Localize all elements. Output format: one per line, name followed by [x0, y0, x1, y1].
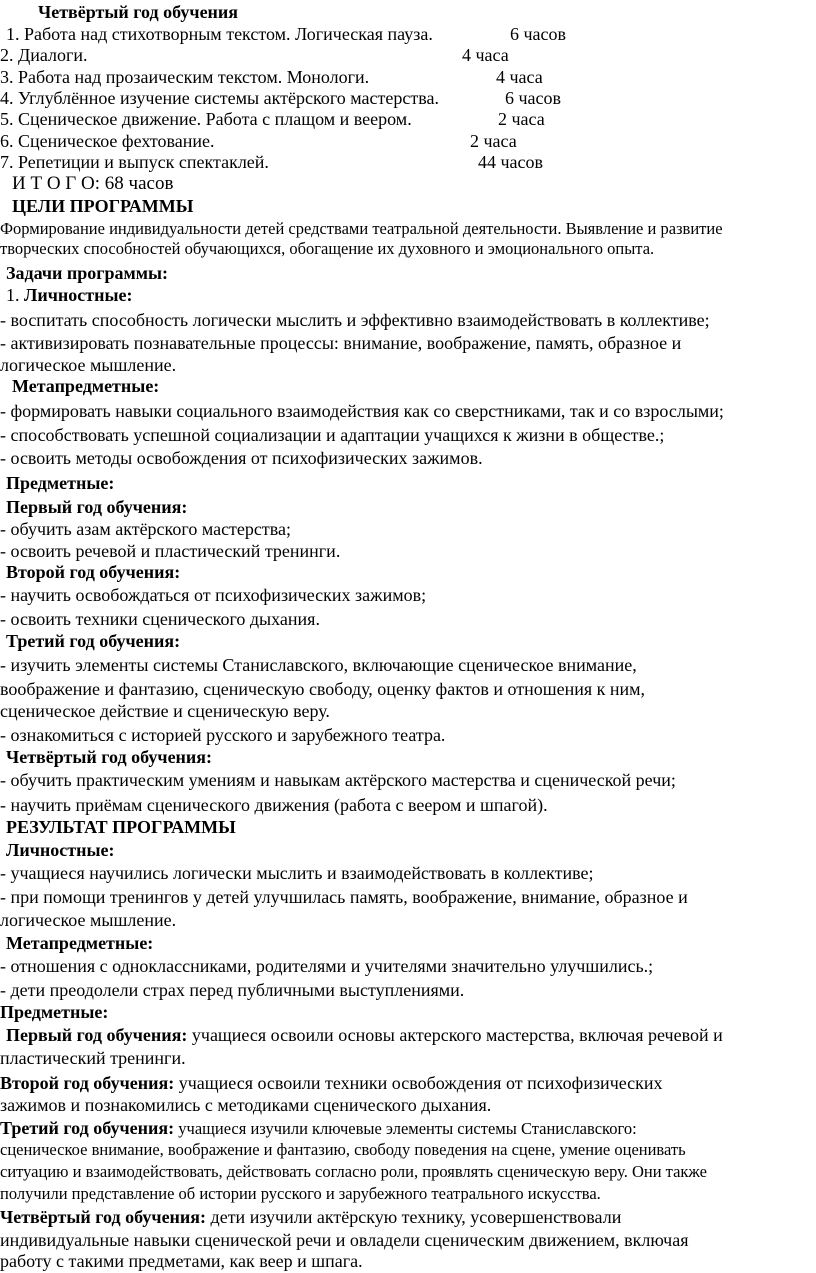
result-line: сценическое внимание, воображение и фантазию, свободу поведения на сцене, умение оценивать [0, 1140, 686, 1159]
task-line: - освоить речевой и пластический тренинги. [0, 541, 341, 561]
task-line: - освоить методы освобождения от психофизических зажимов. [0, 448, 483, 468]
result-line: индивидуальные навыки сценической речи и овладели сценическим движением, включая [0, 1230, 689, 1250]
plan-hours: 2 часа [470, 131, 517, 151]
result-line: пластический тренинги. [0, 1048, 186, 1068]
result-year2 [0, 1073, 663, 1093]
text: учащиеся освоили основы актерского мастерства, включая речевой и [187, 1025, 723, 1045]
task-line: - ознакомиться с историей русского и зарубежного театра. [0, 725, 446, 745]
task-line: - научить приёмам сценического движения (работа с веером и шпагой). [0, 795, 548, 815]
tasks-year2-title: Второй год обучения: [6, 562, 181, 582]
results-subject-title: Предметные: [0, 1002, 109, 1022]
result-line: - при помощи тренингов у детей улучшилась память, воображение, внимание, образное и [0, 887, 688, 907]
task-line: - формировать навыки социального взаимодействия как со сверстниками, так и со взрослыми; [0, 401, 724, 421]
task-line: - изучить элементы системы Станиславского, включающие сценическое внимание, [0, 655, 637, 675]
tasks-meta-title: Метапредметные: [12, 376, 160, 396]
result-line: ситуацию и взаимодействовать, действовать согласно роли, проявлять сценическую веру. Они также [0, 1162, 707, 1181]
plan-item: 4. Углублённое изучение системы актёрского мастерства. [0, 88, 439, 108]
plan-item: 2. Диалоги. [0, 45, 88, 65]
task-line: логическое мышление. [0, 355, 177, 375]
results-title: РЕЗУЛЬТАТ ПРОГРАММЫ [6, 817, 236, 837]
results-meta-title: Метапредметные: [6, 933, 154, 953]
result-year1 [6, 1025, 723, 1045]
heading: Третий год обучения: [0, 1118, 175, 1138]
task-line: - способствовать успешной социализации и адаптации учащихся к жизни в обществе.; [0, 425, 665, 445]
task-line: - обучить практическим умениям и навыкам актёрского мастерства и сценической речи; [0, 770, 676, 790]
plan-item: 5. Сценическое движение. Работа с плащом и веером. [0, 109, 412, 129]
result-line: логическое мышление. [0, 910, 177, 930]
task-line: - обучить азам актёрского мастерства; [0, 519, 292, 539]
plan-item: 6. Сценическое фехтование. [0, 131, 215, 151]
result-line: - отношения с одноклассниками, родителями и учителями значительно улучшились.; [0, 956, 654, 976]
tasks-subject-title: Предметные: [6, 473, 115, 493]
plan-hours: 6 часов [510, 24, 567, 44]
plan-title: Четвёртый год обучения [38, 2, 239, 22]
goals-text: творческих способностей обучающихся, обогащение их духовного и эмоционального опыта. [0, 239, 655, 258]
result-line: зажимов и познакомились с методиками сценического дыхания. [0, 1095, 492, 1115]
result-line: - учащиеся научились логически мыслить и взаимодействовать в коллективе; [0, 863, 594, 883]
plan-hours: 6 часов [505, 88, 562, 108]
text: дети изучили актёрскую технику, усовершенствовали [206, 1207, 622, 1227]
task-line: - воспитать способность логически мыслить и эффективно взаимодействовать в коллективе; [0, 310, 710, 330]
text: учащиеся изучили ключевые элементы системы Станиславского: [174, 1119, 637, 1138]
result-line: - дети преодолели страх перед публичными выступлениями. [0, 980, 465, 1000]
result-line: получили представление об истории русского и зарубежного театрального искусства. [0, 1184, 601, 1203]
result-year3 [0, 1118, 637, 1139]
goals-title: ЦЕЛИ ПРОГРАММЫ [12, 196, 194, 216]
tasks-year3-title: Третий год обучения: [6, 631, 181, 651]
plan-item: 3. Работа над прозаическим текстом. Монологи. [0, 67, 370, 87]
plan-item: 7. Репетиции и выпуск спектаклей. [0, 152, 269, 172]
plan-total: И Т О Г О: 68 часов [12, 173, 174, 194]
task-line: - научить освобождаться от психофизических зажимов; [0, 585, 427, 605]
plan-item: 1. Работа над стихотворным текстом. Логическая пауза. [6, 24, 433, 44]
tasks-title: Задачи программы: [6, 263, 169, 283]
task-line: сценическое действие и сценическую веру. [0, 701, 330, 721]
text: учащиеся освоили техники освобождения от психофизических [174, 1073, 663, 1093]
task-line: - освоить техники сценического дыхания. [0, 609, 320, 629]
goals-text: Формирование индивидуальности детей средствами театральной деятельности. Выявление и развитие [0, 219, 723, 238]
task-line: воображение и фантазию, сценическую свободу, оценку фактов и отношения к ним, [0, 679, 646, 699]
task-line: - активизировать познавательные процессы: внимание, воображение, память, образное и [0, 333, 682, 353]
tasks-personal-heading [6, 285, 133, 305]
heading: Личностные: [24, 285, 133, 305]
result-line: работу с такими предметами, как веер и шпага. [0, 1251, 363, 1271]
heading: Первый год обучения: [6, 1025, 188, 1045]
plan-hours: 4 часа [462, 45, 509, 65]
plan-hours: 44 часов [478, 152, 544, 172]
results-personal-title: Личностные: [6, 840, 115, 860]
tasks-year1-title: Первый год обучения: [6, 497, 188, 517]
tasks-year4-title: Четвёртый год обучения: [6, 747, 213, 767]
heading: Четвёртый год обучения: [0, 1207, 207, 1227]
heading: Второй год обучения: [0, 1073, 175, 1093]
number: 1. [6, 285, 20, 305]
plan-hours: 2 часа [498, 109, 545, 129]
result-year4 [0, 1207, 621, 1227]
plan-hours: 4 часа [496, 67, 543, 87]
